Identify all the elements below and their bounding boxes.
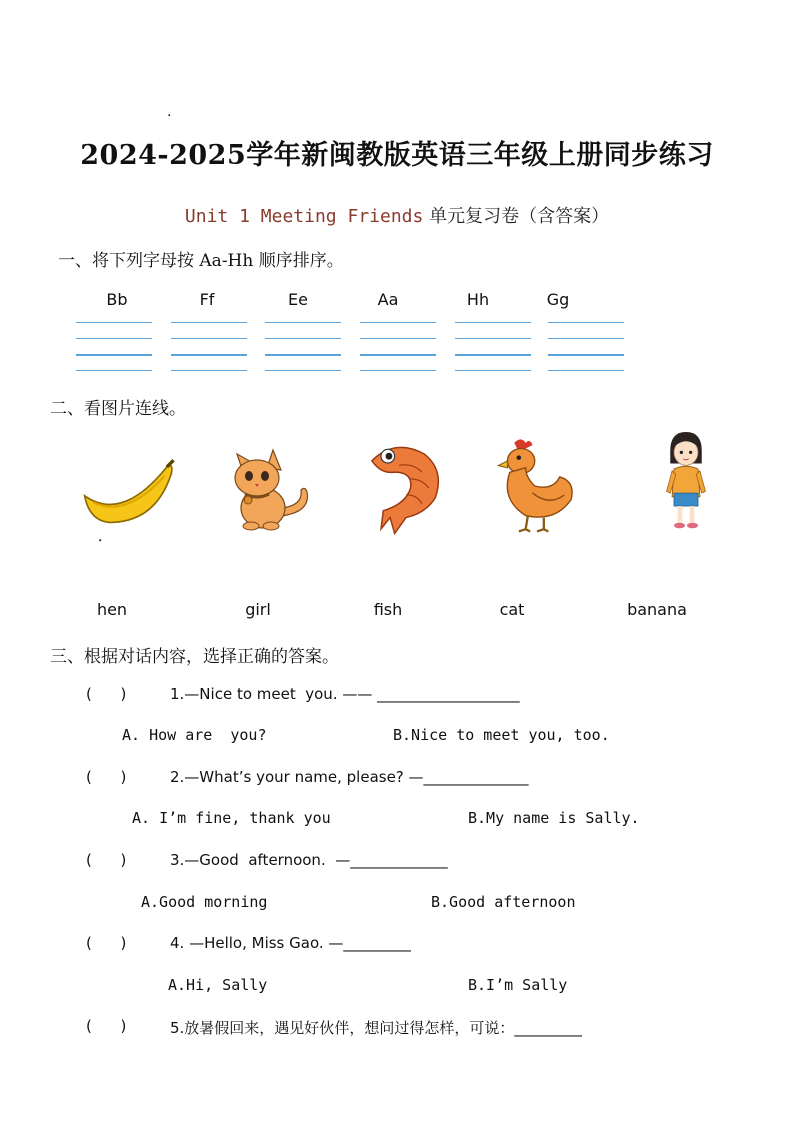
writing-lines[interactable]	[548, 322, 624, 386]
option-a: A. How are you?	[122, 726, 267, 744]
question-text: 5.放暑假回来，遇见好伙伴，想问过得怎样，可说：_________	[170, 1019, 582, 1037]
subtitle-chinese: 单元复习卷（含答案）	[423, 206, 610, 227]
answer-bracket[interactable]: ( )	[86, 768, 127, 786]
option-a: A.Hi, Sally	[168, 976, 268, 994]
match-word: girl	[245, 600, 271, 619]
writing-lines[interactable]	[360, 322, 436, 386]
answer-bracket[interactable]: ( )	[86, 685, 127, 703]
option-b: B.I’m Sally	[468, 976, 568, 994]
question-text: 4. —Hello, Miss Gao. —_________	[170, 934, 411, 952]
option-a: A.Good morning	[141, 893, 268, 911]
option-b: B.Nice to meet you, too.	[393, 726, 610, 744]
answer-bracket[interactable]: ( )	[86, 934, 127, 952]
section-1-heading: 一、将下列字母按 Aa-Hh 顺序排序。	[58, 251, 344, 271]
option-b: B.Good afternoon	[431, 893, 576, 911]
banana-picture	[78, 448, 178, 548]
writing-lines[interactable]	[76, 322, 152, 386]
writing-lines[interactable]	[455, 322, 531, 386]
subtitle-english: Unit 1 Meeting Friends	[184, 206, 424, 227]
letter-pair: Bb	[106, 290, 128, 309]
letter-pair: Ee	[288, 290, 308, 309]
option-b: B.My name is Sally.	[468, 809, 640, 827]
letter-pair: Aa	[377, 290, 399, 309]
fish-picture	[356, 438, 456, 538]
section-3-heading: 三、根据对话内容，选择正确的答案。	[50, 647, 339, 667]
writing-lines[interactable]	[171, 322, 247, 386]
match-word: fish	[373, 600, 403, 619]
match-word: banana	[627, 600, 687, 619]
question-text: 2.—What’s your name, please? —______________	[170, 768, 529, 786]
match-word: hen	[96, 600, 128, 619]
answer-bracket[interactable]: ( )	[86, 851, 127, 869]
question-text: 3.—Good afternoon. —_____________	[170, 851, 448, 869]
letter-pair: Hh	[466, 290, 490, 309]
hen-picture	[487, 436, 587, 536]
letter-pair: Gg	[546, 290, 570, 309]
page-subtitle	[0, 202, 794, 228]
girl-picture	[636, 432, 736, 532]
answer-bracket[interactable]: ( )	[86, 1017, 127, 1035]
cat-picture	[215, 438, 315, 538]
option-a: A. I’m fine, thank you	[132, 809, 331, 827]
section-2-heading: 二、看图片连线。	[50, 399, 186, 419]
stray-dot: .	[167, 104, 172, 120]
match-word: cat	[499, 600, 525, 619]
page-title: 2024-2025学年新闽教版英语三年级上册同步练习	[80, 140, 714, 171]
question-text: 1.—Nice to meet you. —— ___________________	[170, 685, 520, 703]
letter-pair: Ff	[199, 290, 215, 309]
writing-lines[interactable]	[265, 322, 341, 386]
